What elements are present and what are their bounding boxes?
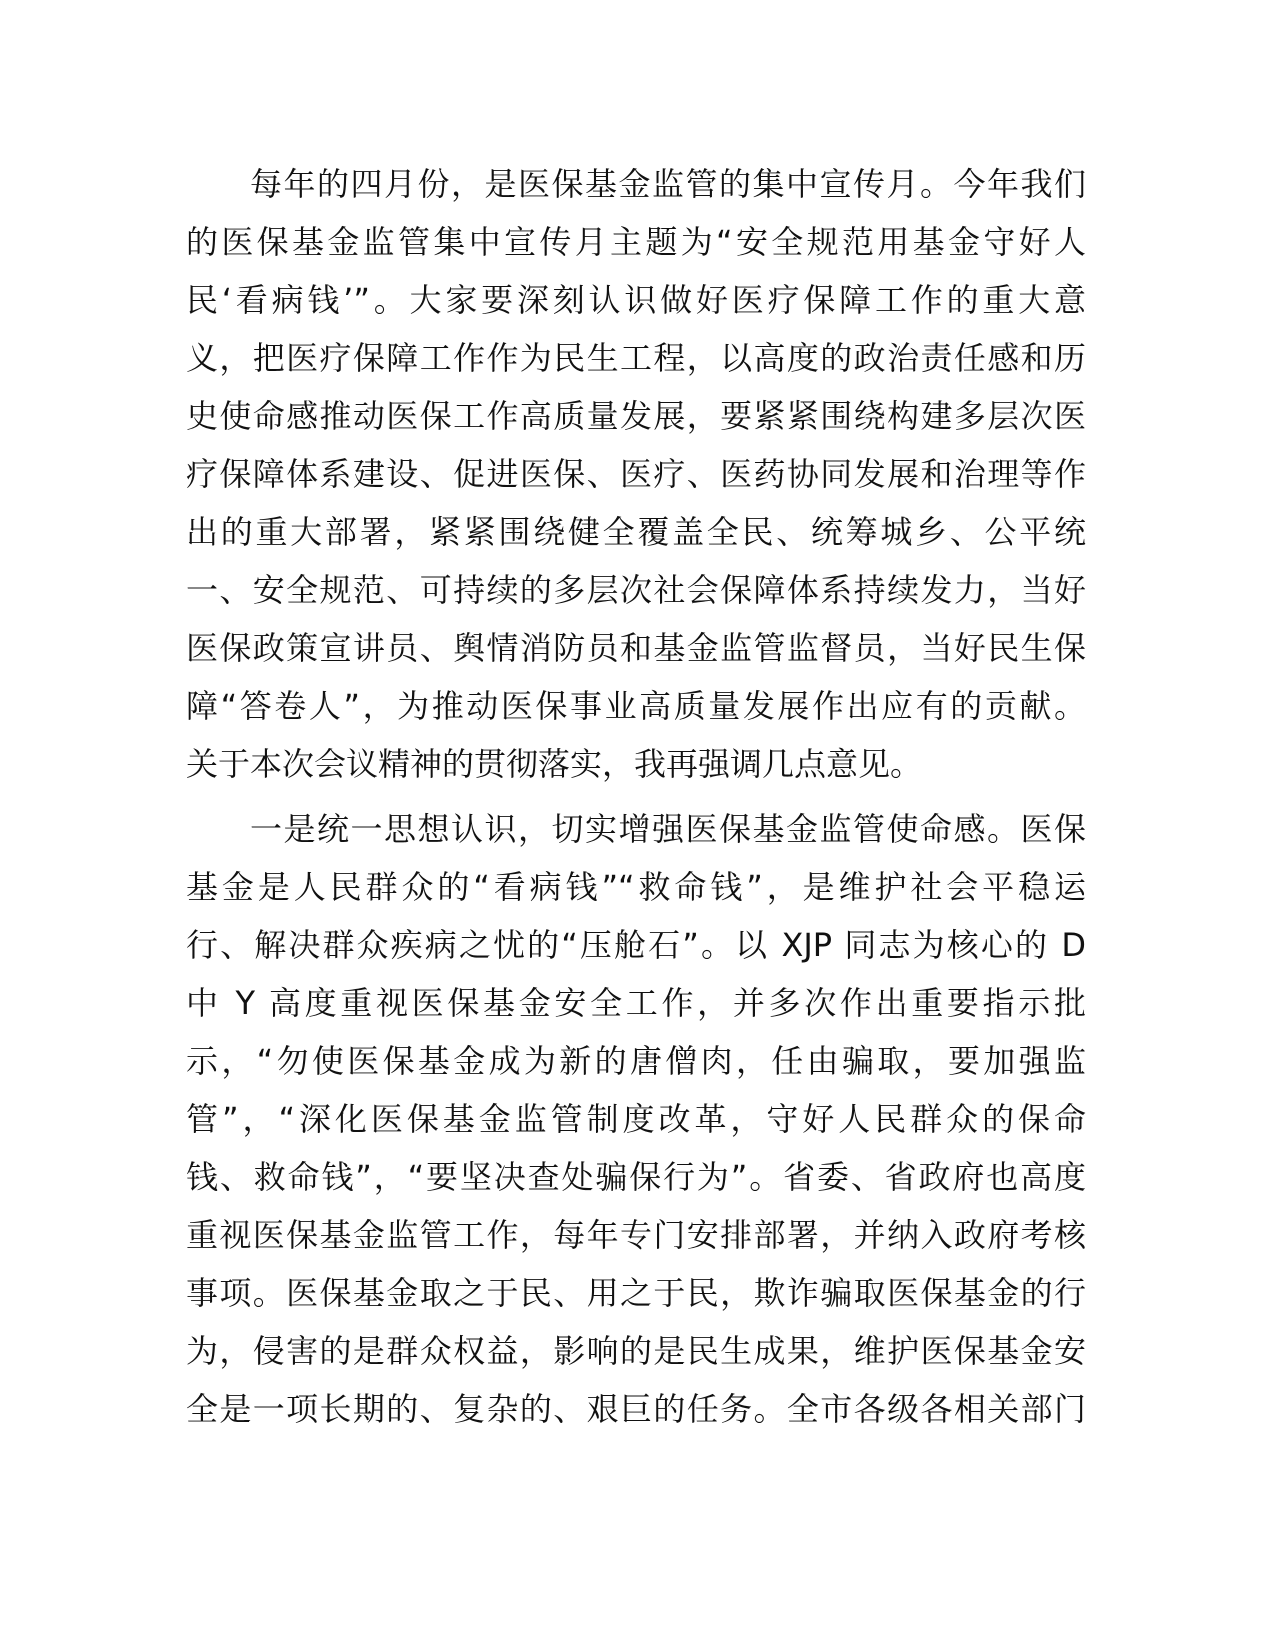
text-line: 一是统一思想认识，切实增强医保基金监管使命感。医保 (250, 810, 1086, 848)
text-line: 行、解决群众疾病之忧的“压舱石”。以 XJP 同志为核心的 D (186, 926, 1086, 964)
text-line: 关于本次会议精神的贯彻落实，我再强调几点意见。 (186, 745, 923, 783)
text-line: 义，把医疗保障工作作为民生工程，以高度的政治责任感和历 (186, 339, 1086, 377)
text-line: 事项。医保基金取之于民、用之于民，欺诈骗取医保基金的行 (186, 1274, 1086, 1312)
text-line: 史使命感推动医保工作高质量发展，要紧紧围绕构建多层次医 (186, 397, 1086, 435)
text-line: 民‘看病钱’”。大家要深刻认识做好医疗保障工作的重大意 (186, 281, 1086, 319)
text-line: 的医保基金监管集中宣传月主题为“安全规范用基金守好人 (186, 223, 1086, 261)
text-line: 基金是人民群众的“看病钱”“救命钱”，是维护社会平稳运 (186, 868, 1086, 906)
text-line: 示，“勿使医保基金成为新的唐僧肉，任由骗取，要加强监 (186, 1042, 1086, 1080)
text-line: 钱、救命钱”，“要坚决查处骗保行为”。省委、省政府也高度 (186, 1158, 1086, 1196)
text-line: 一、安全规范、可持续的多层次社会保障体系持续发力，当好 (186, 571, 1086, 609)
text-line: 医保政策宣讲员、舆情消防员和基金监管监督员，当好民生保 (186, 629, 1086, 667)
text-line: 出的重大部署，紧紧围绕健全覆盖全民、统筹城乡、公平统 (186, 513, 1086, 551)
text-line: 全是一项长期的、复杂的、艰巨的任务。全市各级各相关部门 (186, 1390, 1086, 1428)
text-line: 障“答卷人”，为推动医保事业高质量发展作出应有的贡献。 (186, 687, 1086, 725)
text-line: 管”，“深化医保基金监管制度改革，守好人民群众的保命 (186, 1100, 1086, 1138)
text-line: 疗保障体系建设、促进医保、医疗、医药协同发展和治理等作 (186, 455, 1086, 493)
text-line: 重视医保基金监管工作，每年专门安排部署，并纳入政府考核 (186, 1216, 1086, 1254)
text-line: 为，侵害的是群众权益，影响的是民生成果，维护医保基金安 (186, 1332, 1086, 1370)
text-line: 中 Y 高度重视医保基金安全工作，并多次作出重要指示批 (186, 984, 1086, 1022)
text-line: 每年的四月份，是医保基金监管的集中宣传月。今年我们 (250, 165, 1086, 203)
paragraph-spacer (186, 793, 1086, 800)
document-body (186, 155, 1086, 1438)
paragraph-2 (186, 800, 1086, 1438)
paragraph-1 (186, 155, 1086, 793)
